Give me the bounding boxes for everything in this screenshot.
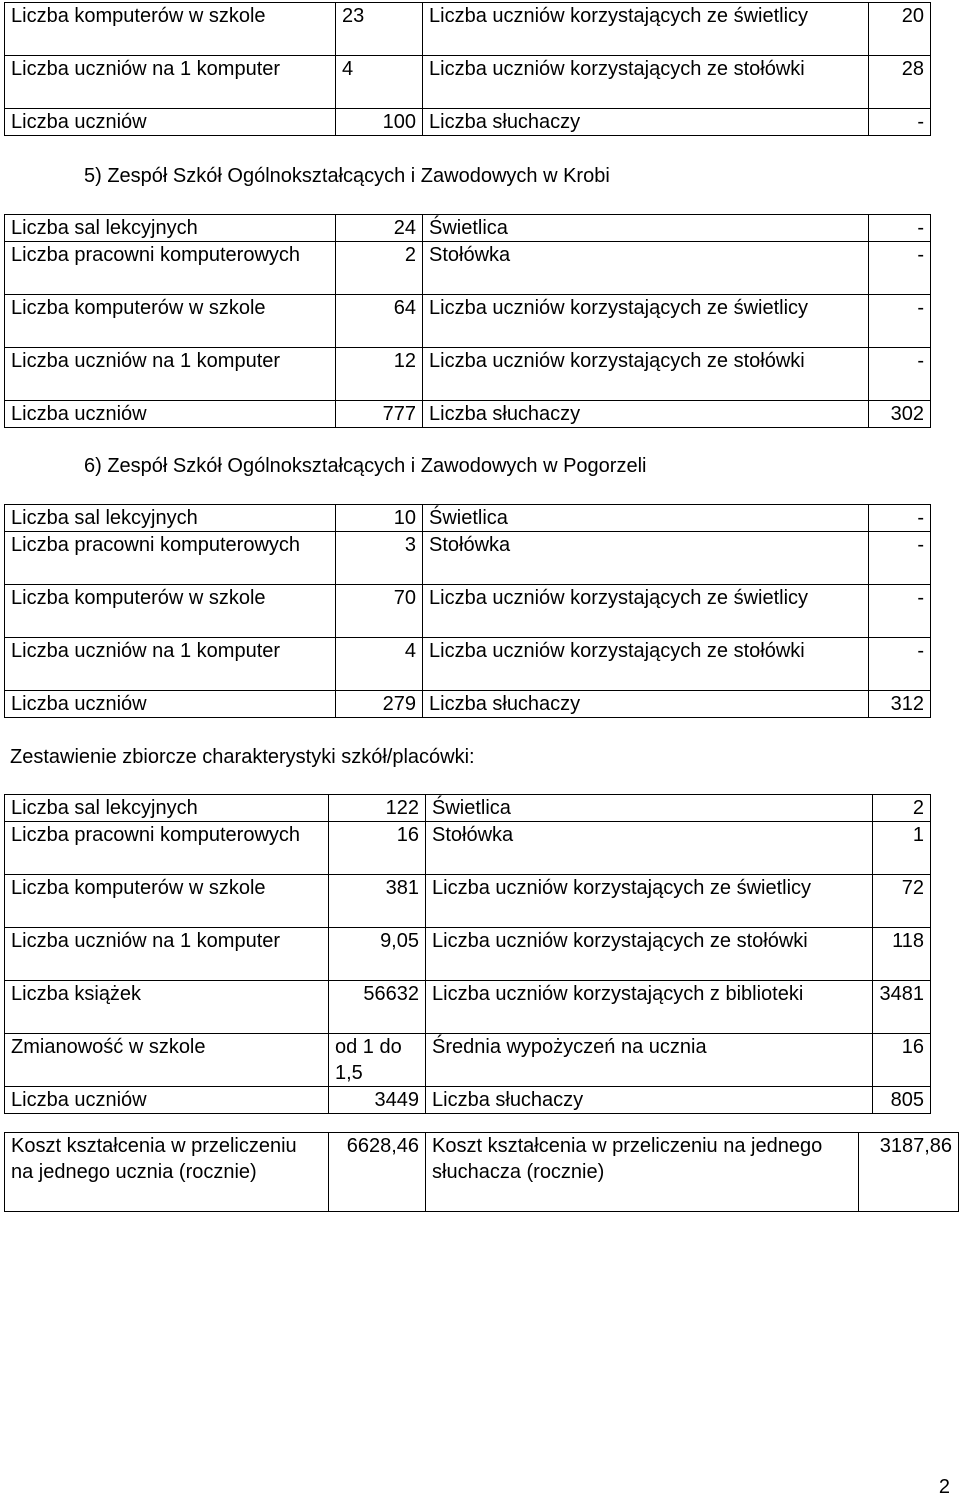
- row-label: Liczba sal lekcyjnych: [5, 795, 329, 822]
- table-row: [5, 215, 931, 242]
- row-value: 3449: [329, 1087, 426, 1114]
- row-label: Stołówka: [423, 242, 869, 295]
- row-value: 122: [329, 795, 426, 822]
- row-label: Liczba uczniów korzystających ze stołówki: [423, 56, 869, 109]
- row-label: Świetlica: [423, 215, 869, 242]
- top-table: [4, 2, 931, 136]
- row-label: Liczba słuchaczy: [426, 1087, 873, 1114]
- row-label: Liczba komputerów w szkole: [5, 875, 329, 928]
- table-row: [5, 3, 931, 56]
- row-label: Liczba uczniów korzystających ze świetlicy: [423, 295, 869, 348]
- row-label: Świetlica: [426, 795, 873, 822]
- row-label: Liczba pracowni komputerowych: [5, 822, 329, 875]
- section6-table: [4, 504, 931, 718]
- cost-table: [4, 1132, 959, 1212]
- row-label: Średnia wypożyczeń na ucznia: [426, 1034, 873, 1087]
- row-value: 12: [336, 348, 423, 401]
- row-value: -: [869, 348, 931, 401]
- summary-title: Zestawienie zbiorcze charakterystyki szkół/placówki:: [10, 746, 475, 768]
- row-value: od 1 do 1,5: [329, 1034, 426, 1087]
- row-value: -: [869, 295, 931, 348]
- row-value: -: [869, 638, 931, 691]
- table-row: [5, 795, 931, 822]
- row-label: Liczba pracowni komputerowych: [5, 532, 336, 585]
- row-value: -: [869, 585, 931, 638]
- cost-student-label: Koszt kształcenia w przeliczeniu na jednego ucznia (rocznie): [5, 1133, 329, 1212]
- row-value: 70: [336, 585, 423, 638]
- row-value: 279: [336, 691, 423, 718]
- row-value: 16: [329, 822, 426, 875]
- row-value: 381: [329, 875, 426, 928]
- row-label: Liczba uczniów: [5, 1087, 329, 1114]
- row-value: -: [869, 242, 931, 295]
- row-label: Liczba komputerów w szkole: [5, 3, 336, 56]
- row-value: 4: [336, 56, 423, 109]
- row-label: Liczba uczniów korzystających ze świetlicy: [423, 3, 869, 56]
- row-label: Liczba uczniów: [5, 109, 336, 136]
- row-label: Liczba uczniów korzystających ze świetlicy: [426, 875, 873, 928]
- row-value: -: [869, 109, 931, 136]
- row-value: 1: [873, 822, 931, 875]
- row-label: Liczba uczniów korzystających ze stołówki: [426, 928, 873, 981]
- row-value: 10: [336, 505, 423, 532]
- section5-table: [4, 214, 931, 428]
- row-value: 23: [336, 3, 423, 56]
- row-value: 312: [869, 691, 931, 718]
- table-row: [5, 348, 931, 401]
- table-row: [5, 981, 931, 1034]
- row-label: Stołówka: [426, 822, 873, 875]
- row-value: 302: [869, 401, 931, 428]
- page-number: 2: [938, 1476, 950, 1498]
- row-value: 72: [873, 875, 931, 928]
- row-value: 4: [336, 638, 423, 691]
- table-row: [5, 532, 931, 585]
- row-value: 2: [873, 795, 931, 822]
- row-label: Liczba uczniów na 1 komputer: [5, 348, 336, 401]
- row-label: Liczba sal lekcyjnych: [5, 215, 336, 242]
- table-row: [5, 928, 931, 981]
- row-label: Liczba uczniów: [5, 691, 336, 718]
- table-row: [5, 822, 931, 875]
- table-row: [5, 1133, 959, 1212]
- row-label: Liczba uczniów: [5, 401, 336, 428]
- row-value: 805: [873, 1087, 931, 1114]
- row-value: 20: [869, 3, 931, 56]
- table-row: [5, 505, 931, 532]
- row-label: Świetlica: [423, 505, 869, 532]
- row-label: Liczba komputerów w szkole: [5, 295, 336, 348]
- row-value: 100: [336, 109, 423, 136]
- table-row: [5, 109, 931, 136]
- table-row: [5, 401, 931, 428]
- table-row: [5, 56, 931, 109]
- row-value: -: [869, 215, 931, 242]
- row-value: 64: [336, 295, 423, 348]
- row-value: 777: [336, 401, 423, 428]
- table-row: [5, 691, 931, 718]
- row-label: Liczba pracowni komputerowych: [5, 242, 336, 295]
- row-value: 56632: [329, 981, 426, 1034]
- row-label: Liczba komputerów w szkole: [5, 585, 336, 638]
- row-value: 3: [336, 532, 423, 585]
- table-row: [5, 638, 931, 691]
- row-value: -: [869, 532, 931, 585]
- row-label: Liczba sal lekcyjnych: [5, 505, 336, 532]
- table-row: [5, 1034, 931, 1087]
- row-label: Zmianowość w szkole: [5, 1034, 329, 1087]
- row-value: 3481: [873, 981, 931, 1034]
- row-value: 2: [336, 242, 423, 295]
- row-label: Stołówka: [423, 532, 869, 585]
- table-row: [5, 1087, 931, 1114]
- row-value: 28: [869, 56, 931, 109]
- table-row: [5, 875, 931, 928]
- cost-listener-label: Koszt kształcenia w przeliczeniu na jednego słuchacza (rocznie): [426, 1133, 859, 1212]
- section6-title: 6) Zespół Szkół Ogólnokształcących i Zawodowych w Pogorzeli: [84, 455, 647, 477]
- row-label: Liczba książek: [5, 981, 329, 1034]
- row-label: Liczba słuchaczy: [423, 109, 869, 136]
- row-label: Liczba uczniów na 1 komputer: [5, 56, 336, 109]
- row-value: 24: [336, 215, 423, 242]
- row-value: 16: [873, 1034, 931, 1087]
- cost-listener-value: 3187,86: [859, 1133, 959, 1212]
- row-label: Liczba uczniów na 1 komputer: [5, 928, 329, 981]
- row-value: 118: [873, 928, 931, 981]
- row-value: -: [869, 505, 931, 532]
- row-label: Liczba uczniów korzystających ze świetlicy: [423, 585, 869, 638]
- row-label: Liczba uczniów korzystających z biblioteki: [426, 981, 873, 1034]
- row-label: Liczba uczniów na 1 komputer: [5, 638, 336, 691]
- row-label: Liczba uczniów korzystających ze stołówki: [423, 348, 869, 401]
- table-row: [5, 242, 931, 295]
- cost-student-value: 6628,46: [329, 1133, 426, 1212]
- section5-title: 5) Zespół Szkół Ogólnokształcących i Zawodowych w Krobi: [84, 165, 610, 187]
- row-value: 9,05: [329, 928, 426, 981]
- row-label: Liczba uczniów korzystających ze stołówki: [423, 638, 869, 691]
- table-row: [5, 585, 931, 638]
- table-row: [5, 295, 931, 348]
- row-label: Liczba słuchaczy: [423, 691, 869, 718]
- summary-table: [4, 794, 931, 1114]
- row-label: Liczba słuchaczy: [423, 401, 869, 428]
